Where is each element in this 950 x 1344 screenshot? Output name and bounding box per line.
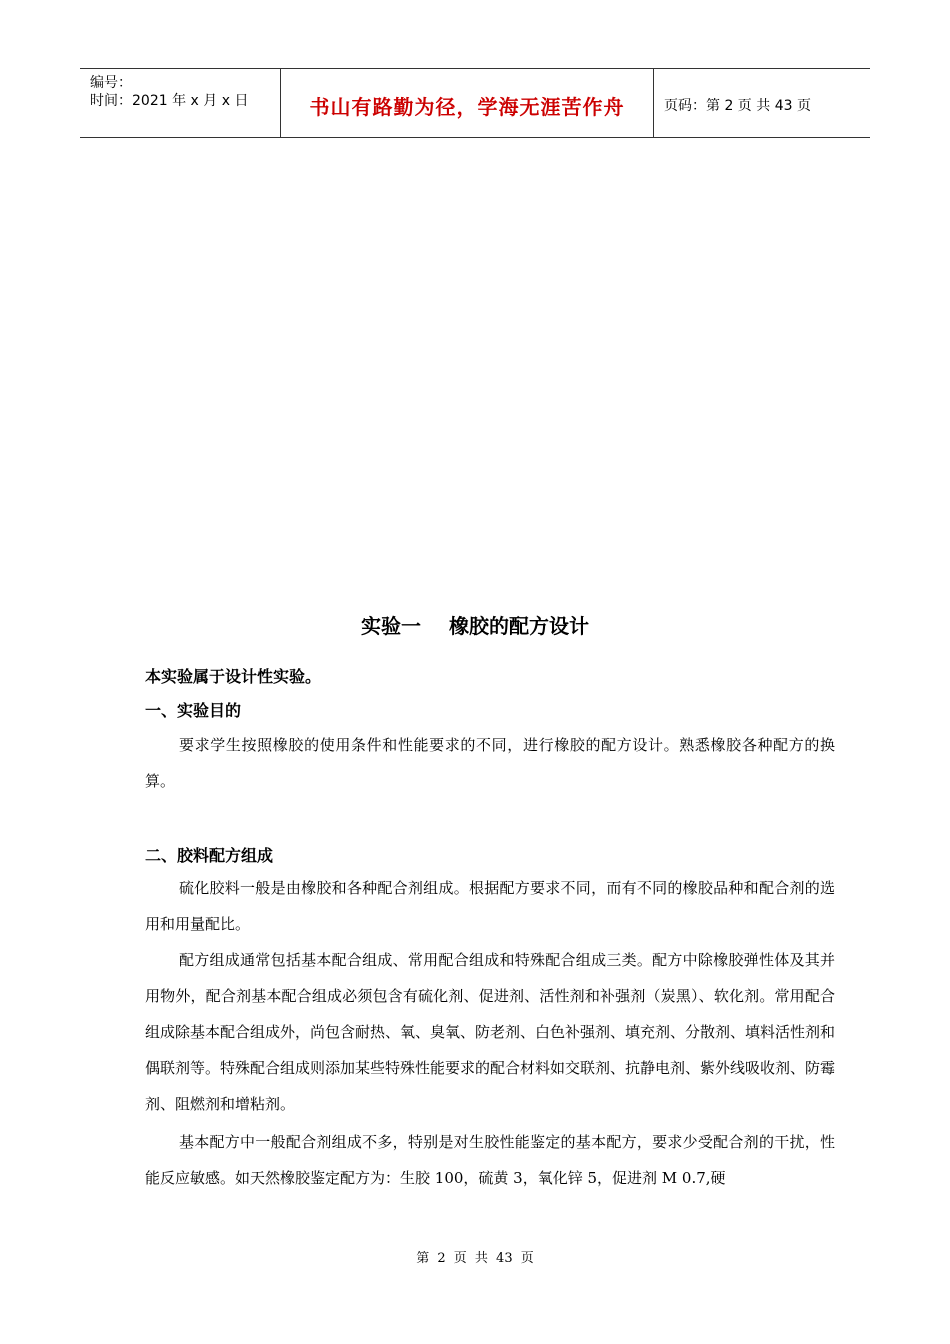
document-time: 时间：2021 年 x 月 x 日 — [90, 93, 249, 109]
page-footer: 第 2 页 共 43 页 — [416, 1251, 534, 1266]
section-heading-objective: 一、实验目的 — [145, 701, 242, 720]
title-experiment-name: 橡胶的配方设计 — [449, 614, 589, 638]
paragraph-composition-2: 配方组成通常包括基本配合组成、常用配合组成和特殊配合组成三类。配方中除橡胶弹性体及其并用物外，配合剂基本配合组成必须包含有硫化剂、促进剂、活性剂和补强剂（炭黑）、软化剂。常用配合组成除基本配合组成外，尚包含耐热、氧、臭氧、防老剂、白色补强剂、填充剂、分散剂、填料活性剂和偶联剂等。特殊配合组成则添加某些特殊性能要求的配合材料如交联剂、抗静电剂、紫外线吸收剂、防霉剂、阻燃剂和增粘剂。 — [145, 951, 836, 1113]
header-motto-cell — [281, 69, 654, 137]
header-meta-cell — [80, 69, 281, 137]
header-page-cell — [654, 69, 870, 137]
header-motto: 书山有路勤为径，学海无涯苦作舟 — [309, 95, 625, 119]
section-heading-composition: 二、胶料配方组成 — [145, 846, 274, 865]
page-header — [80, 68, 870, 138]
document-number-label: 编号： — [90, 75, 132, 91]
paragraph-composition-3: 基本配方中一般配合剂组成不多，特别是对生胶性能鉴定的基本配方，要求少受配合剂的干扰，性能反应敏感。如天然橡胶鉴定配方为：生胶 100，硫黄 3，氧化锌 5，促进剂 M 0.7,硬 — [145, 1133, 835, 1187]
document-title — [0, 610, 950, 639]
title-experiment-number: 实验一 — [361, 614, 421, 638]
header-page-info: 页码：第 2 页 共 43 页 — [664, 98, 811, 114]
paragraph-composition-1: 硫化胶料一般是由橡胶和各种配合剂组成。根据配方要求不同，而有不同的橡胶品种和配合剂的选用和用量配比。 — [145, 879, 835, 933]
paragraph-objective: 要求学生按照橡胶的使用条件和性能要求的不同，进行橡胶的配方设计。熟悉橡胶各种配方的换算。 — [145, 736, 835, 790]
intro-statement: 本实验属于设计性实验。 — [145, 667, 322, 686]
